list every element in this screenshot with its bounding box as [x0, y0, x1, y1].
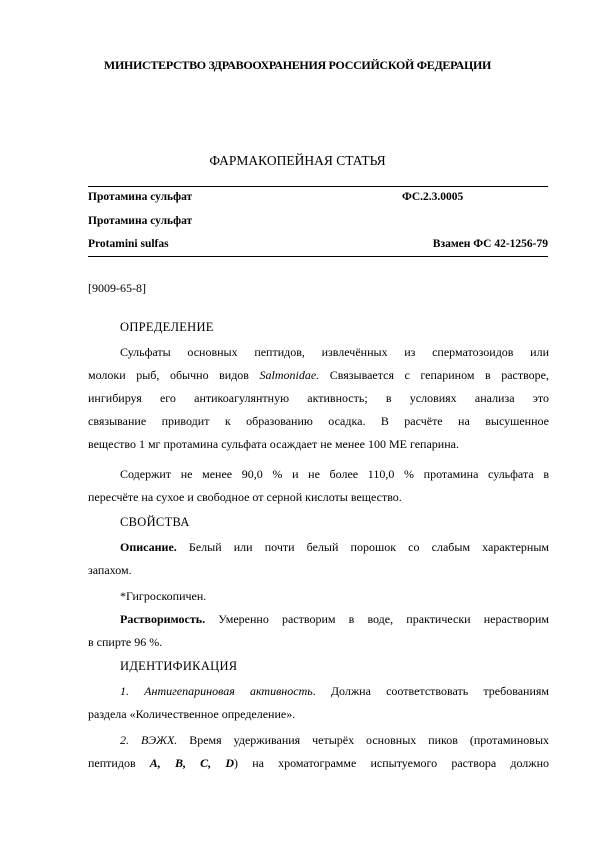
document-type-title: ФАРМАКОПЕЙНАЯ СТАТЬЯ: [209, 153, 386, 168]
monograph-code: ФС.2.3.0005: [402, 191, 464, 203]
text-line: ингибируя его антикоагулянтную активность; в условиях анализа это: [88, 391, 549, 405]
monograph-name-ru: Протамина сульфат: [88, 191, 193, 203]
text-line: [88, 680, 549, 703]
text-fragment: Время удерживания четырёх основных пиков (протаминовых: [177, 733, 550, 747]
monograph-name-ru-secondary: Протамина сульфат: [88, 215, 193, 227]
text-fragment: ) на хроматограмме испытуемого раствора должно: [234, 756, 549, 770]
header-row-3: [88, 238, 548, 254]
text-line: [88, 608, 549, 631]
text-line: связывание приводит к образованию осадка. В расчёте на высушенное: [88, 414, 549, 428]
test-name: Антигепариновая активность: [144, 684, 313, 698]
text-fragment: Связывается с гепарином в растворе,: [319, 368, 549, 382]
header-bottom-rule: [88, 256, 548, 257]
text-line: в спирте 96 %.: [88, 635, 163, 649]
solubility-paragraph: [88, 608, 549, 654]
item-number: 1.: [120, 684, 145, 698]
text-fragment: Умеренно растворим в воде, практически нерастворим: [205, 612, 549, 626]
section-heading-identification: ИДЕНТИФИКАЦИЯ: [120, 659, 238, 673]
text-fragment: молоки рыб, обычно видов: [88, 368, 260, 382]
hygroscopic-paragraph: [88, 585, 549, 608]
text-line: вещество 1 мг протамина сульфата осаждает не менее 100 МЕ гепарина.: [88, 437, 459, 451]
text-line: запахом.: [88, 563, 132, 577]
text-line: раздела «Количественное определение».: [88, 707, 296, 721]
monograph-name-latin: Protamini sulfas: [88, 238, 169, 250]
header-top-rule: [88, 186, 548, 187]
ministry-title: МИНИСТЕРСТВО ЗДРАВООХРАНЕНИЯ РОССИЙСКОЙ ФЕДЕРАЦИИ: [103, 58, 492, 72]
text-line: [88, 364, 549, 387]
replaces-reference: Взамен ФС 42-1256-79: [432, 238, 548, 250]
peak-labels: A, B, C, D: [149, 756, 235, 770]
test-name: ВЭЖХ.: [140, 733, 178, 747]
section-heading-definition: ОПРЕДЕЛЕНИЕ: [120, 320, 214, 334]
text-line: [88, 752, 549, 775]
identification-item-1: [88, 680, 549, 726]
text-line: *Гигроскопичен.: [120, 589, 207, 603]
solubility-label: Растворимость.: [120, 612, 206, 626]
text-line: Сульфаты основных пептидов, извлечённых из сперматозоидов или: [120, 345, 549, 359]
text-fragment: . Должна соответствовать требованиям: [312, 684, 549, 698]
content-paragraph: [88, 463, 549, 509]
text-line: Содержит не менее 90,0 % и не более 110,0 % протамина сульфата в: [120, 467, 549, 481]
description-label: Описание.: [120, 540, 177, 554]
text-fragment: пептидов: [88, 756, 150, 770]
definition-paragraph: [88, 341, 549, 456]
header-row-1: [88, 191, 548, 207]
section-heading-properties: СВОЙСТВА: [120, 515, 190, 529]
cas-number: [9009-65-8]: [88, 281, 146, 295]
item-number: 2.: [120, 733, 141, 747]
species-name: Salmonidae.: [259, 368, 320, 382]
header-row-2: [88, 215, 548, 231]
text-line: пересчёте на сухое и свободное от серной кислоты вещество.: [88, 490, 402, 504]
description-paragraph: [88, 536, 549, 582]
text-line: [88, 729, 549, 752]
text-line: [88, 536, 549, 559]
identification-item-2: [88, 729, 549, 775]
text-fragment: Белый или почти белый порошок со слабым характерным: [176, 540, 549, 554]
